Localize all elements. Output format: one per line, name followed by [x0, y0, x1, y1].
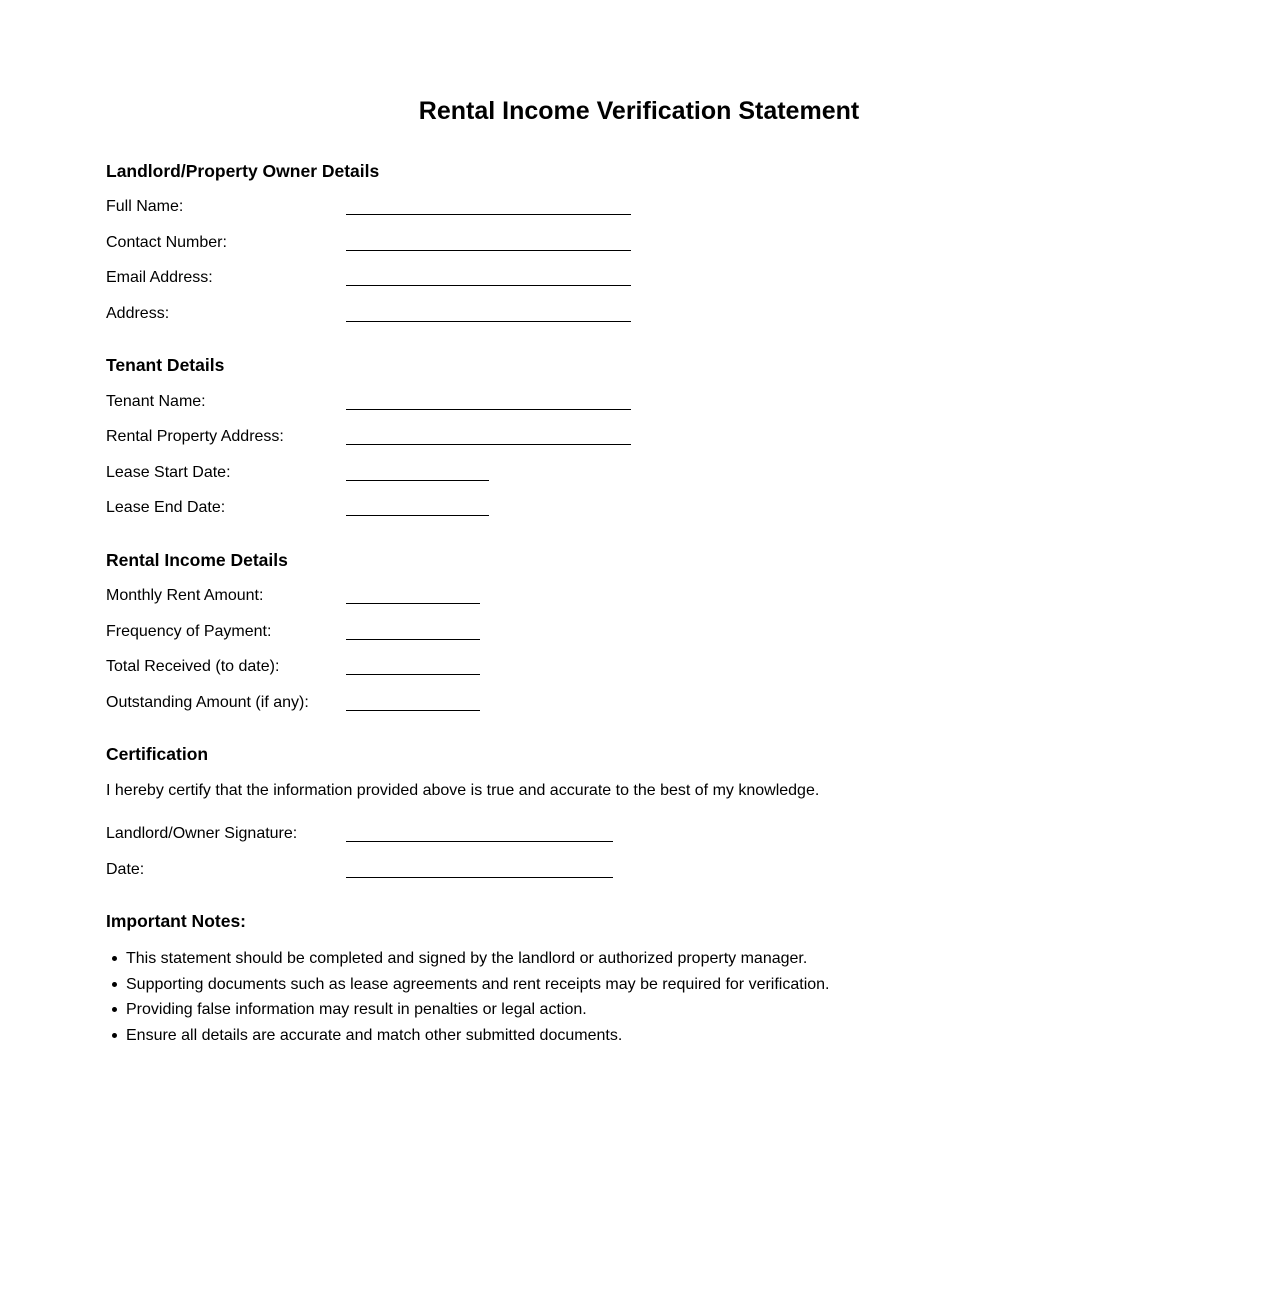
note-text: Supporting documents such as lease agreements and rent receipts may be required for verification.	[126, 975, 830, 993]
rental-property-address-blank[interactable]	[346, 444, 631, 445]
email-address-label: Email Address:	[106, 269, 213, 286]
section-heading-certification: Certification	[106, 744, 209, 764]
monthly-rent-blank[interactable]	[346, 603, 480, 604]
email-address-blank[interactable]	[346, 285, 631, 286]
document-title: Rental Income Verification Statement	[418, 97, 860, 125]
lease-end-date-blank[interactable]	[346, 515, 489, 516]
certification-statement: I hereby certify that the information provided above is true and accurate to the best of my knowledge.	[106, 782, 820, 799]
signature-label: Landlord/Owner Signature:	[106, 825, 298, 842]
address-blank[interactable]	[346, 321, 631, 322]
note-text: Ensure all details are accurate and match other submitted documents.	[126, 1026, 623, 1044]
full-name-label: Full Name:	[106, 198, 184, 215]
outstanding-amount-label: Outstanding Amount (if any):	[106, 694, 309, 711]
address-label: Address:	[106, 305, 170, 322]
contact-number-label: Contact Number:	[106, 234, 227, 251]
note-text: Providing false information may result in penalties or legal action.	[126, 1001, 587, 1018]
date-label: Date:	[106, 861, 145, 878]
list-item	[106, 1023, 830, 1049]
list-item	[106, 997, 830, 1023]
full-name-blank[interactable]	[346, 214, 631, 215]
section-heading-income: Rental Income Details	[106, 550, 288, 570]
tenant-name-label: Tenant Name:	[106, 393, 206, 410]
total-received-label: Total Received (to date):	[106, 658, 280, 675]
bullet-icon	[112, 982, 117, 987]
bullet-icon	[112, 1033, 117, 1038]
list-item	[106, 946, 830, 972]
notes-list	[106, 946, 830, 1048]
lease-start-date-blank[interactable]	[346, 480, 489, 481]
rental-property-address-label: Rental Property Address:	[106, 428, 284, 445]
payment-frequency-blank[interactable]	[346, 639, 480, 640]
payment-frequency-label: Frequency of Payment:	[106, 623, 272, 640]
total-received-blank[interactable]	[346, 674, 480, 675]
lease-start-date-label: Lease Start Date:	[106, 464, 231, 481]
lease-end-date-label: Lease End Date:	[106, 499, 226, 516]
section-heading-landlord: Landlord/Property Owner Details	[106, 161, 380, 181]
bullet-icon	[112, 1007, 117, 1012]
tenant-name-blank[interactable]	[346, 409, 631, 410]
note-text: This statement should be completed and signed by the landlord or authorized property manager.	[126, 950, 808, 967]
monthly-rent-label: Monthly Rent Amount:	[106, 587, 264, 604]
list-item	[106, 972, 830, 998]
bullet-icon	[112, 956, 117, 961]
date-blank[interactable]	[346, 877, 613, 878]
contact-number-blank[interactable]	[346, 250, 631, 251]
signature-blank[interactable]	[346, 841, 613, 842]
outstanding-amount-blank[interactable]	[346, 710, 480, 711]
section-heading-tenant: Tenant Details	[106, 355, 225, 375]
section-heading-notes: Important Notes:	[106, 911, 246, 931]
